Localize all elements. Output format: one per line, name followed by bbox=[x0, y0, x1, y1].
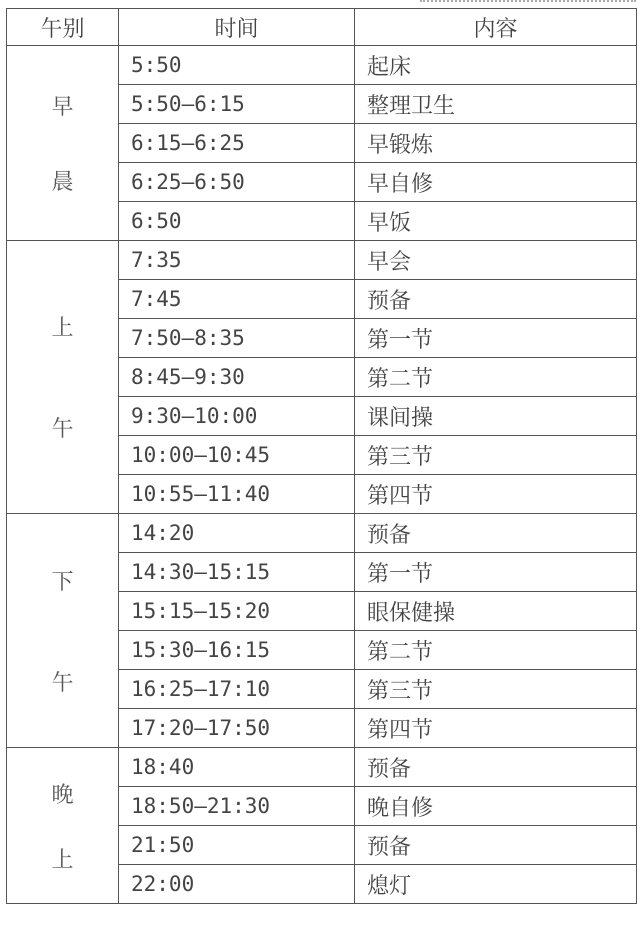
content-cell: 预备 bbox=[355, 826, 637, 865]
time-cell: 10:00—10:45 bbox=[119, 436, 355, 475]
period-char: 上 bbox=[51, 847, 74, 873]
time-cell: 7:35 bbox=[119, 241, 355, 280]
period-char: 上 bbox=[51, 316, 74, 341]
content-cell: 预备 bbox=[355, 748, 637, 787]
content-cell: 第三节 bbox=[355, 436, 637, 475]
period-char: 晨 bbox=[51, 170, 74, 195]
time-cell: 7:50—8:35 bbox=[119, 319, 355, 358]
time-cell: 8:45—9:30 bbox=[119, 358, 355, 397]
time-cell: 15:15—15:20 bbox=[119, 592, 355, 631]
content-cell: 第四节 bbox=[355, 709, 637, 748]
time-cell: 9:30—10:00 bbox=[119, 397, 355, 436]
content-cell: 课间操 bbox=[355, 397, 637, 436]
period-char: 晚 bbox=[51, 782, 74, 808]
time-cell: 21:50 bbox=[119, 826, 355, 865]
content-cell: 整理卫生 bbox=[355, 85, 637, 124]
time-cell: 10:55—11:40 bbox=[119, 475, 355, 514]
top-border-fragment bbox=[420, 0, 636, 7]
content-cell: 预备 bbox=[355, 280, 637, 319]
content-cell: 第二节 bbox=[355, 358, 637, 397]
content-cell: 预备 bbox=[355, 514, 637, 553]
period-char: 午 bbox=[51, 670, 74, 696]
period-cell bbox=[7, 748, 119, 904]
time-cell: 22:00 bbox=[119, 865, 355, 904]
table-row bbox=[7, 46, 637, 85]
content-cell: 早自修 bbox=[355, 163, 637, 202]
period-char: 下 bbox=[51, 569, 74, 595]
content-cell: 晚自修 bbox=[355, 787, 637, 826]
time-cell: 18:50—21:30 bbox=[119, 787, 355, 826]
time-cell: 15:30—16:15 bbox=[119, 631, 355, 670]
time-cell: 5:50—6:15 bbox=[119, 85, 355, 124]
time-cell: 17:20—17:50 bbox=[119, 709, 355, 748]
time-cell: 18:40 bbox=[119, 748, 355, 787]
time-cell: 5:50 bbox=[119, 46, 355, 85]
content-cell: 第一节 bbox=[355, 319, 637, 358]
content-cell: 早锻炼 bbox=[355, 124, 637, 163]
table-row bbox=[7, 514, 637, 553]
content-cell: 熄灯 bbox=[355, 865, 637, 904]
content-cell: 起床 bbox=[355, 46, 637, 85]
time-cell: 16:25—17:10 bbox=[119, 670, 355, 709]
time-cell: 6:25—6:50 bbox=[119, 163, 355, 202]
header-time: 时间 bbox=[119, 9, 355, 46]
header-content: 内容 bbox=[355, 9, 637, 46]
time-cell: 7:45 bbox=[119, 280, 355, 319]
content-cell: 早饭 bbox=[355, 202, 637, 241]
period-cell bbox=[7, 241, 119, 514]
time-cell: 14:20 bbox=[119, 514, 355, 553]
content-cell: 第三节 bbox=[355, 670, 637, 709]
period-char: 早 bbox=[51, 95, 74, 120]
table-row bbox=[7, 748, 637, 787]
content-cell: 第二节 bbox=[355, 631, 637, 670]
header-row bbox=[7, 9, 637, 46]
time-cell: 14:30—15:15 bbox=[119, 553, 355, 592]
period-char: 午 bbox=[51, 417, 74, 442]
header-period: 午别 bbox=[7, 9, 119, 46]
content-cell: 第四节 bbox=[355, 475, 637, 514]
table-row bbox=[7, 241, 637, 280]
time-cell: 6:15—6:25 bbox=[119, 124, 355, 163]
schedule-table bbox=[6, 8, 637, 904]
time-cell: 6:50 bbox=[119, 202, 355, 241]
period-cell bbox=[7, 46, 119, 241]
content-cell: 眼保健操 bbox=[355, 592, 637, 631]
period-cell bbox=[7, 514, 119, 748]
content-cell: 第一节 bbox=[355, 553, 637, 592]
content-cell: 早会 bbox=[355, 241, 637, 280]
